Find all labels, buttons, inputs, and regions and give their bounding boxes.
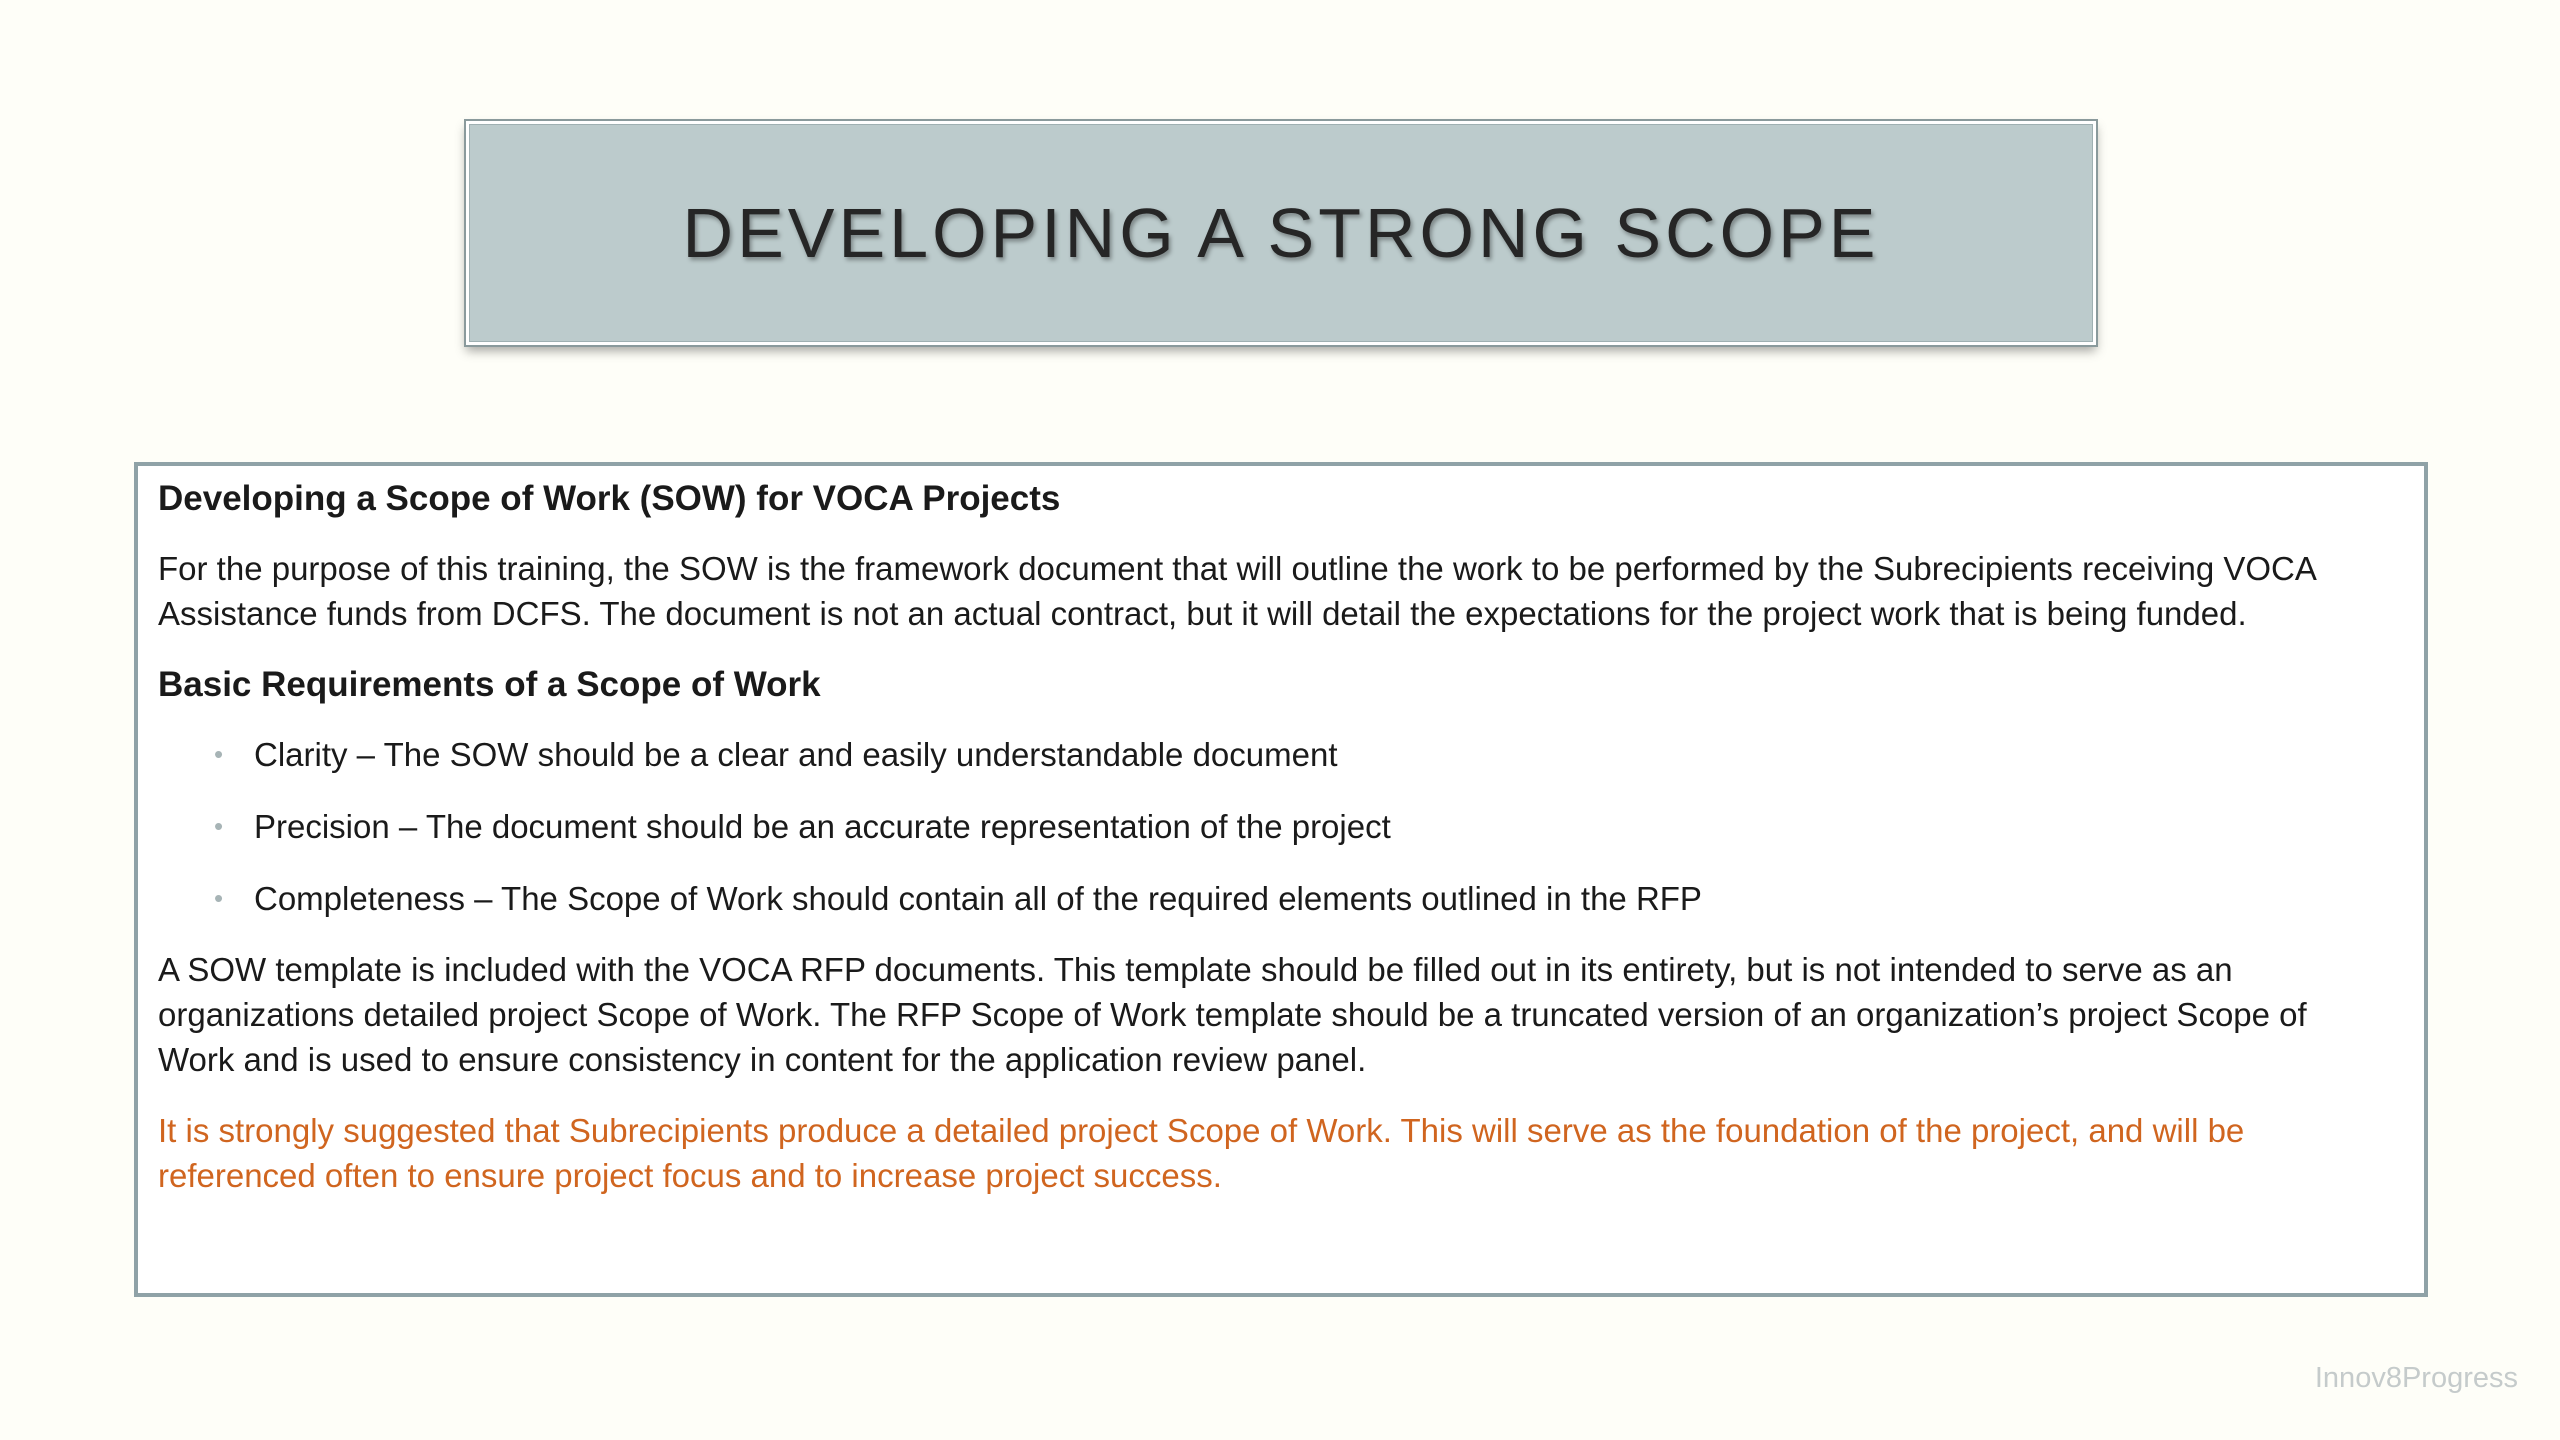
bullet-icon: • <box>214 883 224 913</box>
requirements-list <box>158 732 2388 921</box>
requirement-item-precision <box>214 804 2388 849</box>
requirement-text: Clarity – The SOW should be a clear and easily understandable document <box>254 736 1338 773</box>
intro-paragraph: For the purpose of this training, the SOW is the framework document that will outline the work to be performed by the Subrecipients receiving VOCA Assistance funds from DCFS. The document is not an actual contract, but it will detail the expectations for the project work that is being funded. <box>158 550 2316 632</box>
bullet-icon: • <box>214 811 224 841</box>
requirement-item-completeness <box>214 876 2388 921</box>
watermark-logo-text: Innov8Progress <box>2314 1362 2518 1394</box>
requirement-item-clarity <box>214 732 2388 777</box>
template-note-paragraph: A SOW template is included with the VOCA RFP documents. This template should be filled out in its entirety, but is not intended to serve as an organizations detailed project Scope of Work. The RFP Scope of Work template should be a truncated version of an organization’s project Scope of Work and is used to ensure consistency in content for the application review panel. <box>158 951 2307 1078</box>
content-panel <box>134 462 2428 1297</box>
slide-title: DEVELOPING A STRONG SCOPE <box>682 194 1880 272</box>
title-banner <box>466 121 2096 345</box>
suggestion-paragraph: It is strongly suggested that Subrecipients produce a detailed project Scope of Work. This will serve as the foundation of the project, and will be referenced often to ensure project focus and to increase project success. <box>158 1112 2245 1194</box>
requirements-heading: Basic Requirements of a Scope of Work <box>158 665 821 704</box>
section-heading: Developing a Scope of Work (SOW) for VOCA Projects <box>158 479 1061 518</box>
requirement-text: Precision – The document should be an accurate representation of the project <box>254 808 1391 845</box>
bullet-icon: • <box>214 739 224 769</box>
requirement-text: Completeness – The Scope of Work should contain all of the required elements outlined in the RFP <box>254 880 1702 917</box>
